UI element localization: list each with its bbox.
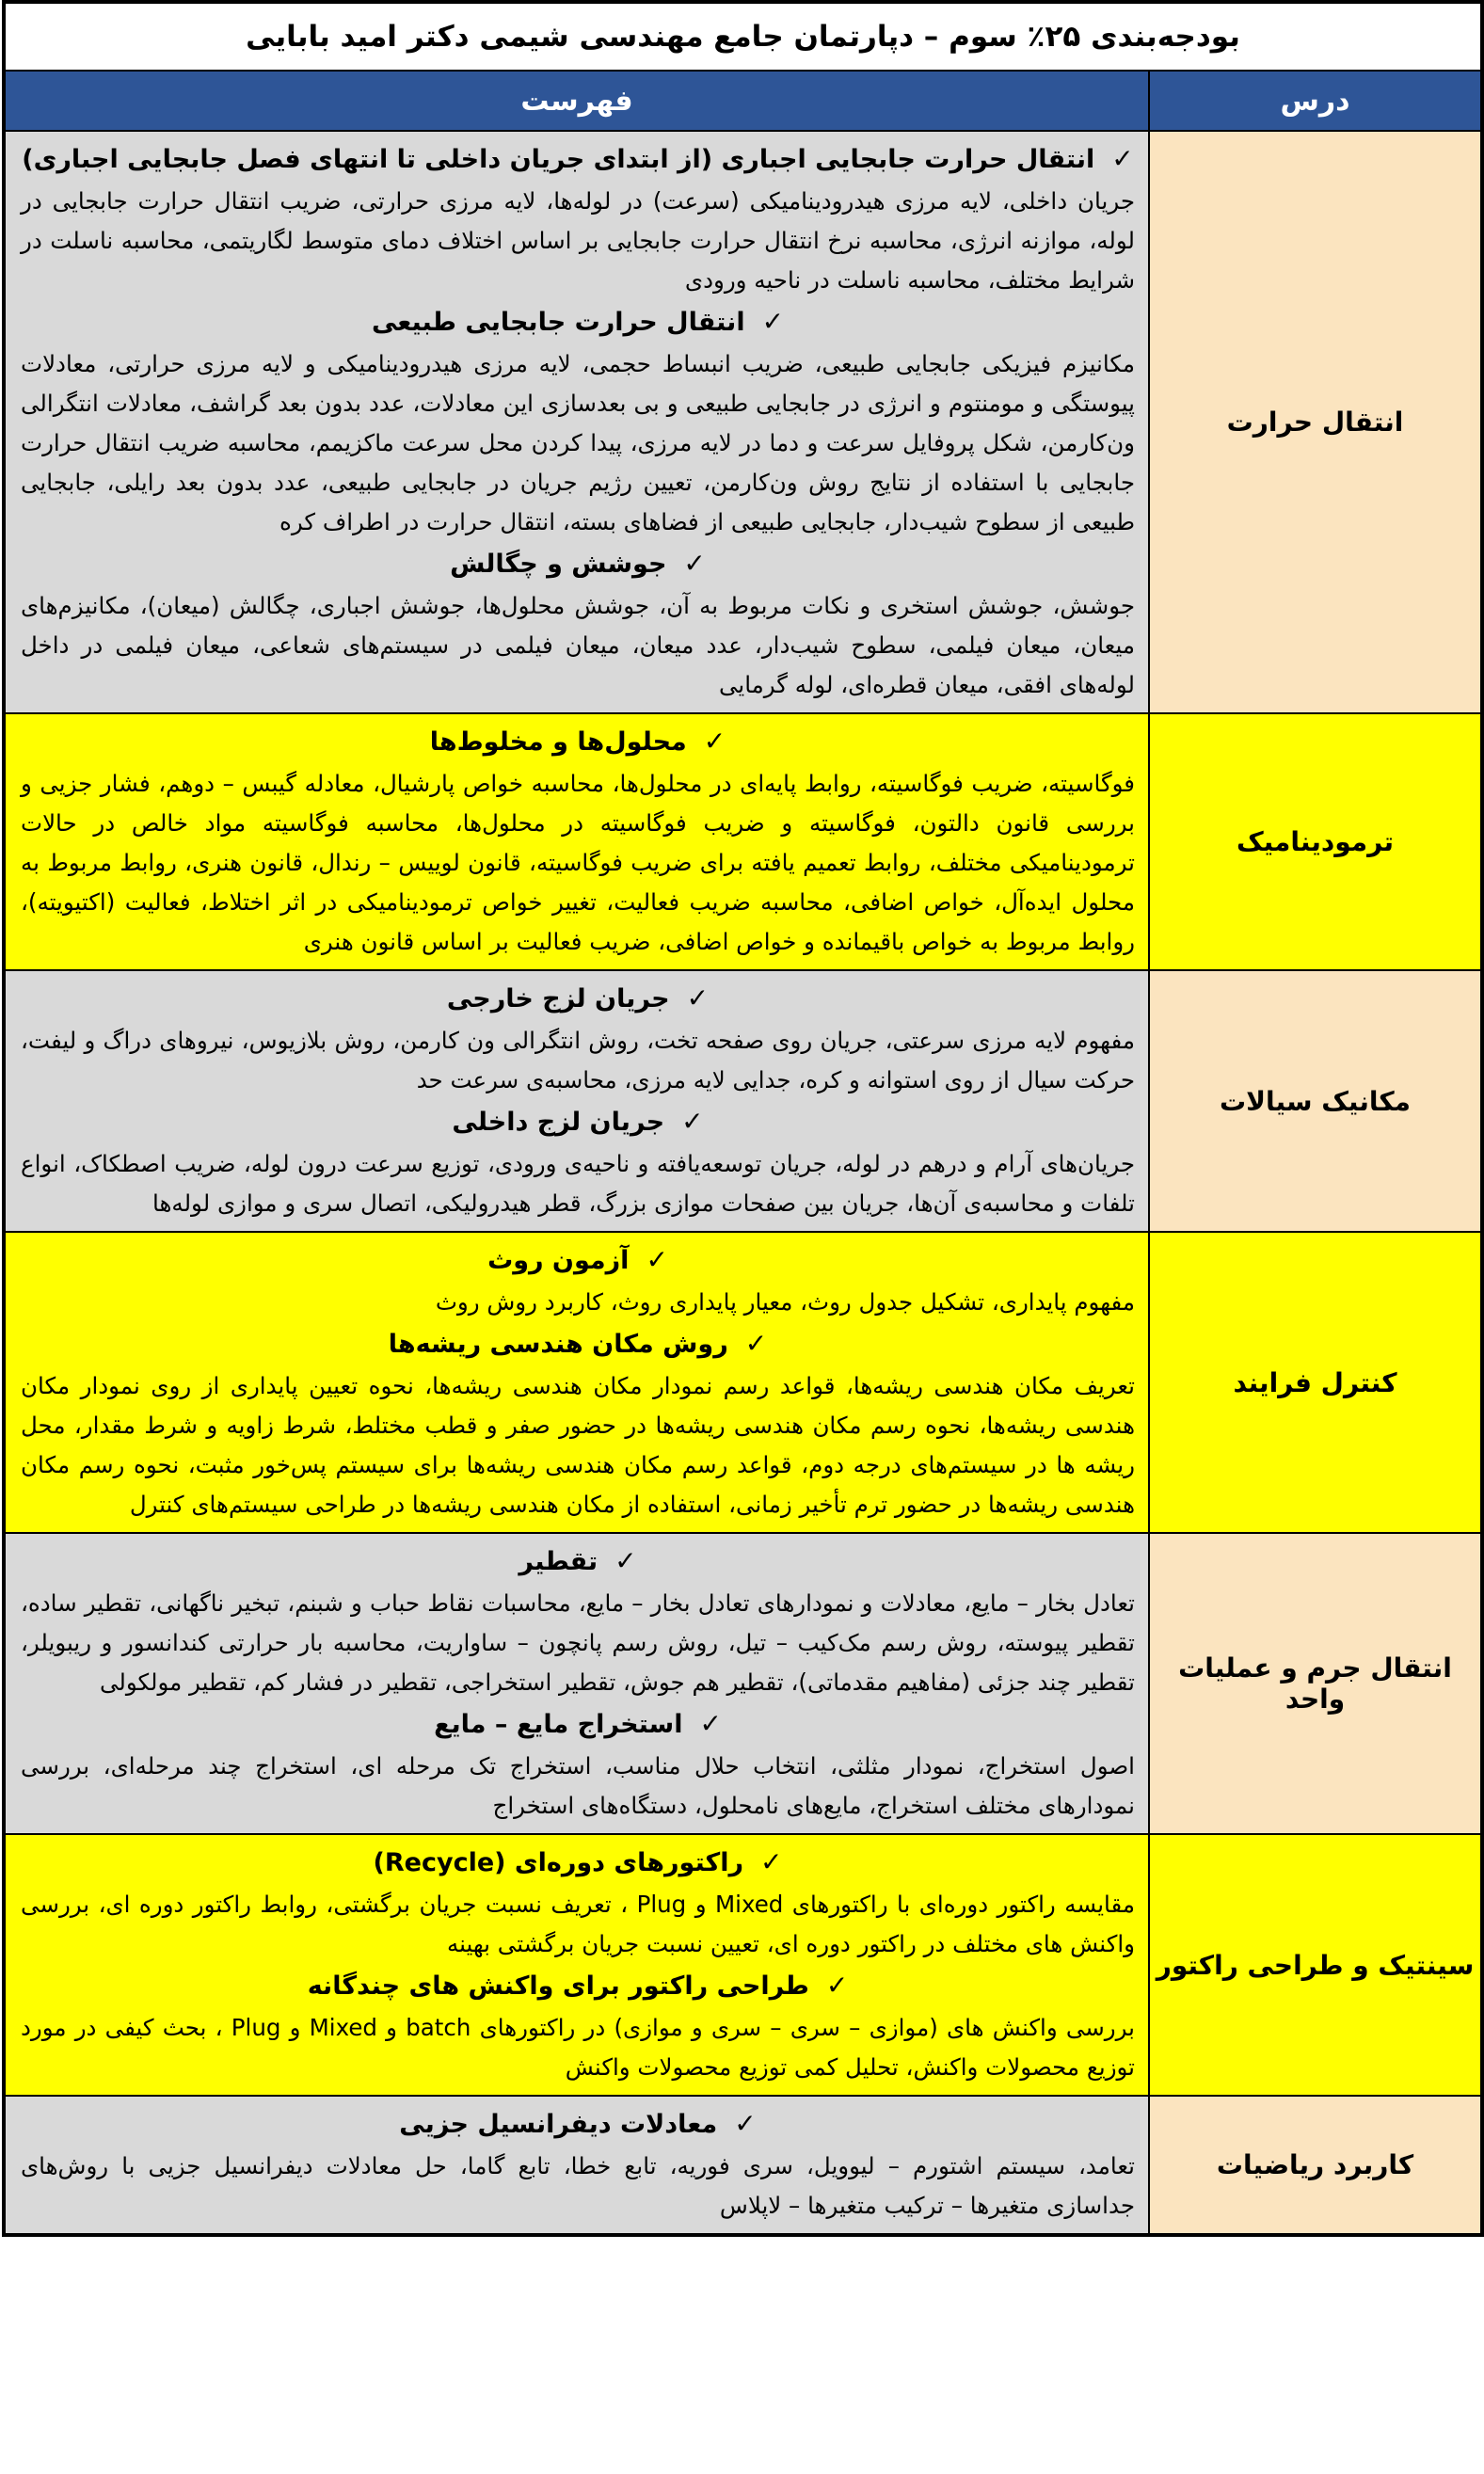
course-row	[5, 713, 1481, 970]
checkmark-icon: ✓	[614, 1545, 637, 1576]
topic-title: جریان لزج داخلی	[452, 1108, 665, 1137]
course-name: انتقال جرم و عملیات واحد	[1149, 1533, 1481, 1834]
topic-heading	[21, 542, 1135, 586]
topic-heading	[21, 1964, 1135, 2008]
topic-heading	[21, 137, 1135, 182]
checkmark-icon: ✓	[703, 726, 726, 757]
topic-description: مقایسه راکتور دوره‌ای با راکتورهای Mixed و Plug ، تعریف نسبت جریان برگشتی، روابط راکتور دوره ای، بررسی واکنش های مختلف در راکتور دوره ای، تعیین نسبت جریان برگشتی بهینه	[21, 1891, 1135, 1957]
syllabus-table	[4, 2, 1482, 2235]
course-name: ترمودینامیک	[1149, 713, 1481, 970]
checkmark-icon: ✓	[699, 1708, 722, 1739]
topic-heading	[21, 1100, 1135, 1144]
topic-description: اصول استخراج، نمودار مثلثی، انتخاب حلال مناسب، استخراج تک مرحله ای، استخراج چند مرحله‌ای، بررسی نمودارهای مختلف استخراج، مایع‌های نامحلول، دستگاه‌های استخراج	[21, 1752, 1135, 1819]
course-row	[5, 970, 1481, 1232]
topic-heading	[21, 977, 1135, 1021]
course-content	[5, 1232, 1149, 1533]
topic-heading	[21, 300, 1135, 344]
course-content	[5, 970, 1149, 1232]
checkmark-icon: ✓	[744, 1328, 768, 1359]
topic-description: جریان داخلی، لایه مرزی هیدرودینامیکی (سرعت) در لوله‌ها، لایه مرزی حرارتی، ضریب انتقال حرارت جابجایی در لوله، موازنه انرژی، محاسبه نرخ انتقال حرارت جابجایی بر اساس اختلاف دمای متوسط لگاریتمی، محاسبه ناسلت در شرایط مختلف، محاسبه ناسلت در ناحیه ورودی	[21, 187, 1135, 294]
topic-title: راکتورهای دوره‌ای (Recycle)	[373, 1848, 743, 1877]
course-name: مکانیک سیالات	[1149, 970, 1481, 1232]
topic-description: مکانیزم فیزیکی جابجایی طبیعی، ضریب انبساط حجمی، لایه مرزی هیدرودینامیکی و لایه مرزی حرارتی، معادلات پیوستگی و مومنتوم و انرژی در جابجایی طبیعی و بی بعدسازی این معادلات، عدد بدون بعد گراشف، معادلات انتگرالی ون‌کارمن، شکل پروفایل سرعت و دما در لایه مرزی، پیدا کردن محل سرعت ماکزیمم، محاسبه ضریب انتقال حرارت جابجایی با استفاده از نتایج روش ون‌کارمن، تعیین رژیم جریان در جابجایی طبیعی، عدد بدون بعد رایلی، جابجایی طبیعی از سطوح شیب‌دار، جابجایی طبیعی از فضاهای بسته، انتقال حرارت در اطراف کره	[21, 350, 1135, 535]
topic-title: جریان لزج خارجی	[446, 984, 670, 1014]
topic-title: انتقال حرارت جابجایی طبیعی	[371, 308, 745, 337]
topic-title: تقطیر	[519, 1547, 598, 1576]
topic-heading	[21, 720, 1135, 764]
course-row	[5, 2096, 1481, 2234]
topic-description: تعریف مکان هندسی ریشه‌ها، قواعد رسم نمودار مکان هندسی ریشه‌ها، نحوه تعیین پایداری از روی نمودار مکان هندسی ریشه‌ها، نحوه رسم مکان هندسی ریشه‌ها در حضور صفر و قطب مختلط، شرط زاویه و شرط مقدار، محل ریشه ها در سیستم‌های درجه دوم، قواعد رسم مکان هندسی ریشه‌ها برای سیستم پس‌خور مثبت، نحوه رسم مکان هندسی ریشه‌ها در حضور ترم تأخیر زمانی، استفاده از مکان هندسی ریشه‌ها در طراحی سیستم‌های کنترل	[21, 1372, 1135, 1518]
course-name: انتقال حرارت	[1149, 131, 1481, 713]
topic-heading	[21, 1322, 1135, 1366]
syllabus-document	[2, 0, 1484, 2237]
document-title: بودجه‌بندی ۲۵٪ سوم – دپارتمان جامع مهندسی شیمی دکتر امید بابایی	[5, 3, 1481, 71]
topic-description: جریان‌های آرام و درهم در لوله، جریان توسعه‌یافته و ناحیه‌ی ورودی، توزیع سرعت درون لوله، ضریب اصطکاک، انواع تلفات و محاسبه‌ی آن‌ها، جریان بین صفحات موازی بزرگ، قطر هیدرولیکی، اتصال سری و موازی لوله‌ها	[21, 1150, 1135, 1217]
checkmark-icon: ✓	[1111, 143, 1134, 174]
header-row	[5, 71, 1481, 131]
checkmark-icon: ✓	[734, 2108, 757, 2139]
course-name: کنترل فرایند	[1149, 1232, 1481, 1533]
course-content	[5, 1533, 1149, 1834]
topic-title: طراحی راکتور برای واکنش های چندگانه	[307, 1971, 809, 2001]
topic-description: مفهوم پایداری، تشکیل جدول روث، معیار پایداری روث، کاربرد روش روث	[435, 1288, 1135, 1316]
course-row	[5, 1232, 1481, 1533]
topic-heading	[21, 2102, 1135, 2147]
course-row	[5, 1834, 1481, 2096]
topic-title: معادلات دیفرانسیل جزیی	[399, 2110, 718, 2139]
title-row	[5, 3, 1481, 71]
checkmark-icon: ✓	[760, 1846, 783, 1877]
topic-heading	[21, 1540, 1135, 1584]
topic-description: تعادل بخار – مایع، معادلات و نمودارهای تعادل بخار – مایع، محاسبات نقاط حباب و شبنم، تبخیر ناگهانی، تقطیر ساده، تقطیر پیوسته، روش رسم مک‌کیب – تیل، روش رسم پانچون – ساواریت، محاسبه بار حرارتی کندانسور و ریبویلر، تقطیر چند جزئی (مفاهیم مقدماتی)، تقطیر هم جوش، تقطیر استخراجی، تقطیر در فشار کم، تقطیر مولکولی	[21, 1589, 1135, 1696]
course-content	[5, 1834, 1149, 2096]
header-content: فهرست	[5, 71, 1149, 131]
course-content	[5, 713, 1149, 970]
topic-description: فوگاسیته، ضریب فوگاسیته، روابط پایه‌ای در محلول‌ها، محاسبه خواص پارشیال، معادله گیبس – دوهم، فشار جزیی و بررسی قانون دالتون، فوگاسیته و ضریب فوگاسیته در محلول‌ها، محاسبه فوگاسیته مواد خالص در حالات ترمودینامیکی مختلف، روابط تعمیم یافته برای ضریب فوگاسیته، قانون لوییس – رندال، قانون هنری، روابط مربوط به محلول ایده‌آل، خواص اضافی، محاسبه ضریب فعالیت، تغییر خواص ترمودینامیکی در اثر اختلاط، فعالیت (اکتیویته)، روابط مربوط به خواص باقیمانده و خواص اضافی، ضریب فعالیت بر اساس قانون هنری	[21, 770, 1135, 955]
course-content	[5, 131, 1149, 713]
course-row	[5, 131, 1481, 713]
topic-title: انتقال حرارت جابجایی اجباری (از ابتدای جریان داخلی تا انتهای فصل جابجایی اجباری)	[22, 145, 1095, 174]
course-name: سینتیک و طراحی راکتور	[1149, 1834, 1481, 2096]
course-name: کاربرد ریاضیات	[1149, 2096, 1481, 2234]
checkmark-icon: ✓	[686, 982, 710, 1014]
topic-title: استخراج مایع – مایع	[434, 1710, 683, 1739]
topic-description: جوشش، جوشش استخری و نکات مربوط به آن، جوشش محلول‌ها، جوشش اجباری، چگالش (میعان)، مکانیزم‌های میعان، میعان فیلمی، سطوح شیب‌دار، عدد میعان، میعان فیلمی در سیستم‌های شعاعی، میعان فیلمی در داخل لوله‌های افقی، میعان قطره‌ای، لوله گرمایی	[21, 592, 1135, 698]
topic-heading	[21, 1841, 1135, 1885]
topic-title: آزمون روث	[487, 1246, 630, 1275]
topic-title: جوشش و چگالش	[450, 550, 667, 579]
topic-heading	[21, 1702, 1135, 1747]
checkmark-icon: ✓	[683, 548, 706, 579]
checkmark-icon: ✓	[761, 306, 785, 337]
topic-heading	[21, 1238, 1135, 1283]
checkmark-icon: ✓	[681, 1106, 704, 1137]
course-content	[5, 2096, 1149, 2234]
topic-description: مفهوم لایه مرزی سرعتی، جریان روی صفحه تخت، روش انتگرالی ون کارمن، روش بلازیوس، نیروهای دراگ و لیفت، حرکت سیال از روی استوانه و کره، جدایی لایه مرزی، محاسبه‌ی سرعت حد	[21, 1027, 1135, 1093]
checkmark-icon: ✓	[646, 1244, 668, 1275]
topic-description: بررسی واکنش های (موازی – سری – سری و موازی) در راکتورهای batch و Mixed و Plug ، بحث کیفی در مورد توزیع محصولات واکنش، تحلیل کمی توزیع محصولات واکنش	[21, 2014, 1135, 2081]
topic-title: روش مکان هندسی ریشه‌ها	[388, 1330, 728, 1359]
course-row	[5, 1533, 1481, 1834]
checkmark-icon: ✓	[825, 1970, 849, 2001]
header-subject: درس	[1149, 71, 1481, 131]
topic-description: تعامد، سیستم اشتورم – لیوویل، سری فوریه، تابع خطا، تابع گاما، حل معادلات دیفرانسیل جزیی با روش‌های جداسازی متغیرها – ترکیب متغیرها – لاپلاس	[21, 2152, 1135, 2219]
topic-title: محلول‌ها و مخلوط‌ها	[429, 727, 687, 757]
